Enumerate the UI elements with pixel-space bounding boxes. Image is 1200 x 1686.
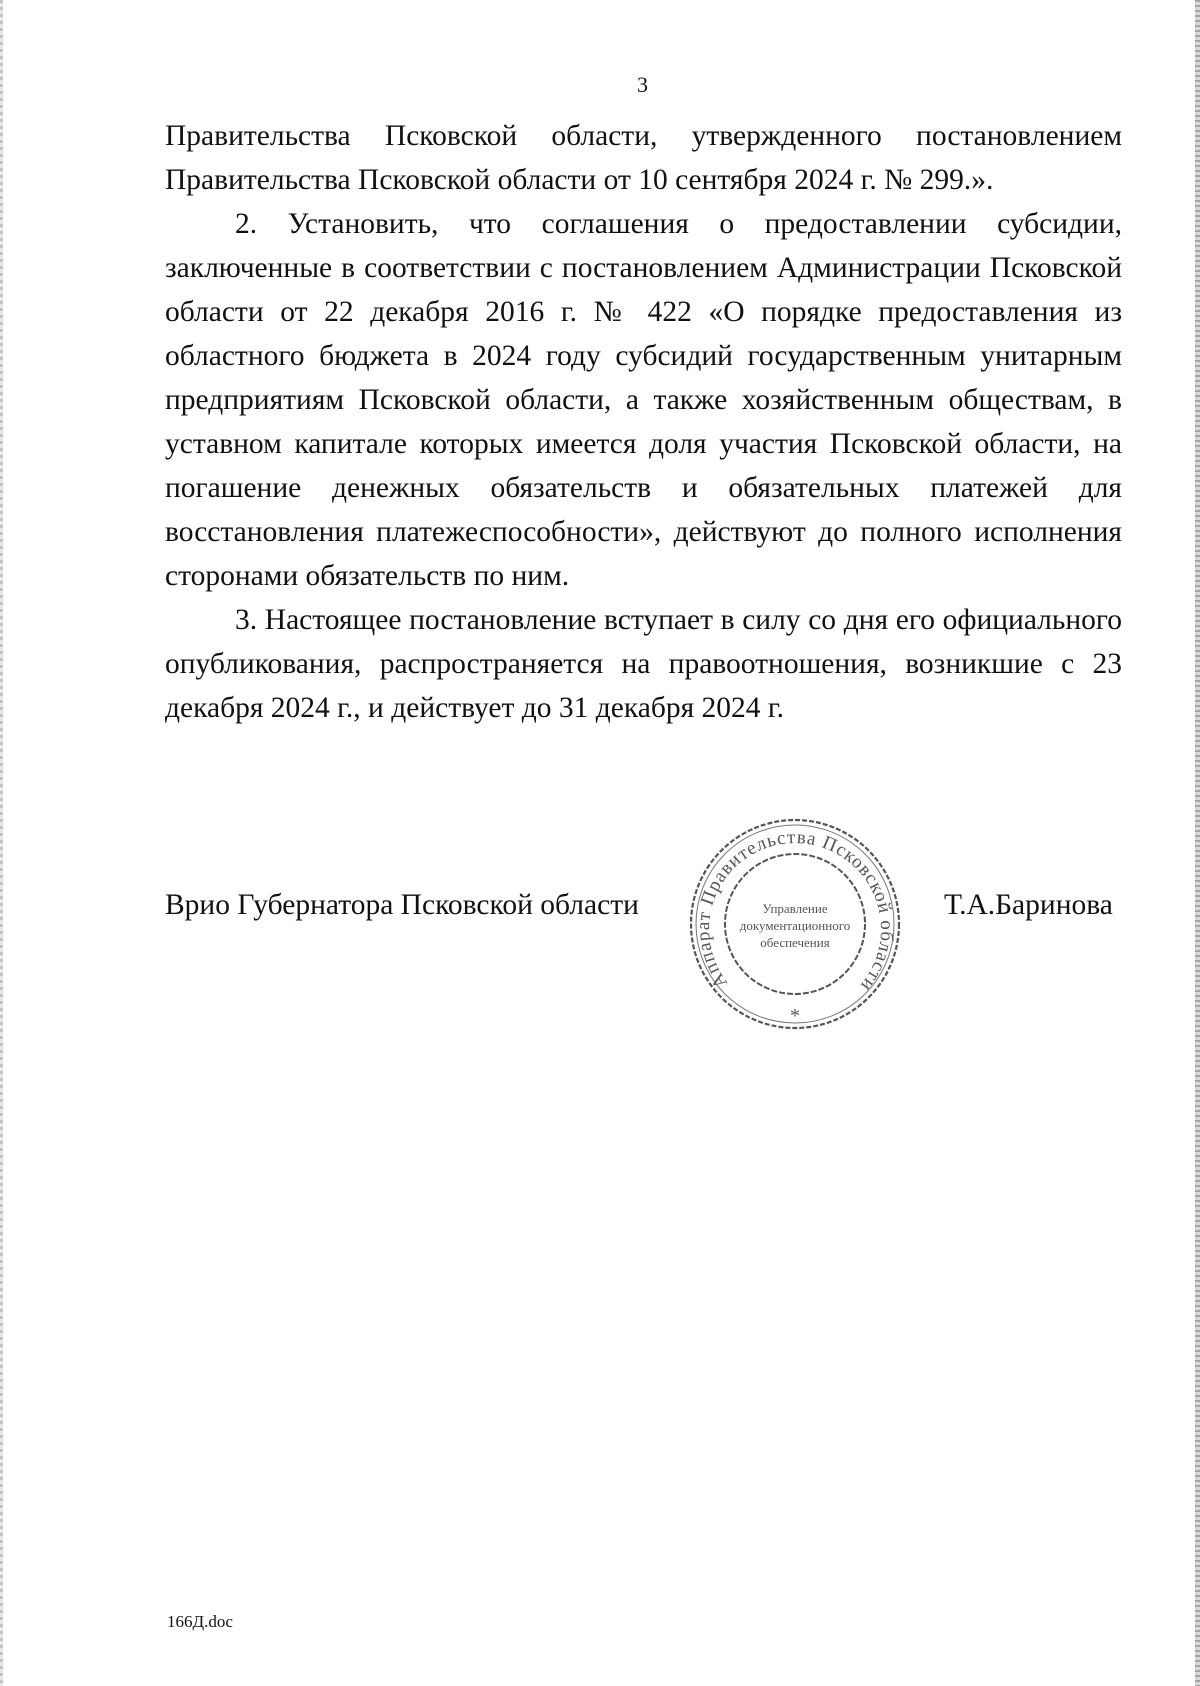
- document-body: [165, 114, 1122, 730]
- paragraph-item-2: 2. Установить, что соглашения о предоставлении субсидии, заключенные в соответствии с постановлением Администрации Псковской области от 22 декабря 2016 г. № 422 «О порядке предоставления из областного бюджета в 2024 году субсидий государственным унитарным предприятиям Псковской области, а также хозяйственным обществам, в уставном капитале которых имеется доля участия Псковской области, на погашение денежных обязательств и обязательных платежей для восстановления платежеспособности», действуют до полного исполнения сторонами обязательств по ним.: [165, 208, 1122, 592]
- paragraph-continuation: Правительства Псковской области, утвержденного постановлением Правительства Псковской области от 10 сентября 2024 г. № 299.».: [165, 120, 1122, 196]
- signatory-role: Врио Губернатора Псковской области: [165, 889, 639, 921]
- seal-line-1: Управление: [762, 901, 828, 916]
- seal-star: *: [790, 1005, 800, 1027]
- signatory-name: Т.А.Баринова: [944, 889, 1113, 921]
- scan-edge-right: [1195, 0, 1200, 1686]
- official-seal: [686, 815, 904, 1033]
- paragraph-item-3: 3. Настоящее постановление вступает в силу со дня его официального опубликования, распространяется на правоотношения, возникшие с 23 декабря 2024 г., и действует до 31 декабря 2024 г.: [165, 604, 1122, 724]
- seal-line-3: обеспечения: [760, 935, 830, 950]
- footer-file-name: 166Д.doc: [167, 1612, 233, 1631]
- scan-edge-left: [0, 0, 3, 1686]
- page-number: 3: [637, 72, 648, 97]
- seal-line-2: документационного: [739, 918, 851, 933]
- seal-outer-text: Аппарат Правительства Псковской области: [692, 826, 898, 996]
